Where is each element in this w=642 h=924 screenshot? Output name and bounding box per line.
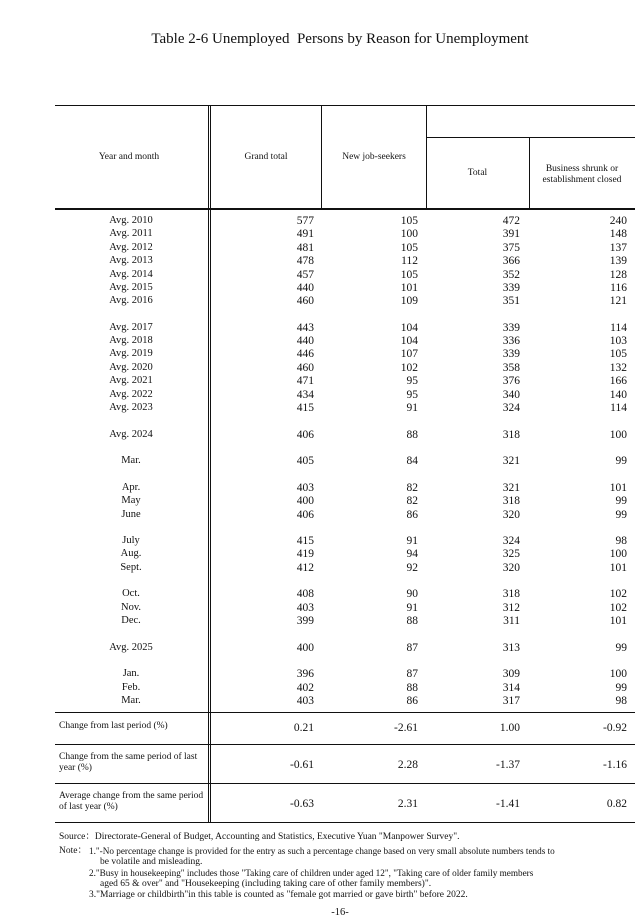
table-cell: 406 bbox=[296, 509, 314, 521]
row-label: Avg. 2021 bbox=[109, 375, 153, 386]
table-cell: 132 bbox=[609, 362, 627, 374]
table-cell: 318 bbox=[502, 495, 520, 507]
summary-cell: 2.28 bbox=[397, 759, 418, 771]
table-cell: 94 bbox=[406, 548, 418, 560]
table-cell: 399 bbox=[296, 615, 314, 627]
table-cell: 82 bbox=[406, 495, 418, 507]
table-cell: 400 bbox=[296, 495, 314, 507]
table-cell: 107 bbox=[400, 348, 418, 360]
table-cell: 460 bbox=[296, 295, 314, 307]
table-cell: 88 bbox=[406, 429, 418, 441]
table-cell: 320 bbox=[502, 509, 520, 521]
note-2a: 2."Busy in housekeeping" includes those "Taking care of children under aged 12", "Taking care of older family members bbox=[89, 868, 534, 878]
table-cell: 104 bbox=[400, 322, 418, 334]
table-cell: 148 bbox=[609, 228, 627, 240]
note-1a: 1."-No percentage change is provided for the entry as such a percentage change based on very small absolute numbers tends to bbox=[89, 846, 555, 856]
col-divider-1b bbox=[210, 105, 211, 822]
row-label: Jan. bbox=[122, 668, 140, 679]
table-cell: 324 bbox=[502, 535, 520, 547]
table-cell: 408 bbox=[296, 588, 314, 600]
summary-label: Average change from the same period of last year (%) bbox=[59, 791, 204, 812]
table-bottom-rule bbox=[55, 822, 635, 823]
table-cell: 91 bbox=[406, 535, 418, 547]
table-cell: 358 bbox=[502, 362, 520, 374]
table-cell: 100 bbox=[400, 228, 418, 240]
table-cell: 112 bbox=[401, 255, 418, 267]
col-divider-4 bbox=[529, 137, 530, 209]
row-label: Avg. 2018 bbox=[109, 335, 153, 346]
table-cell: 86 bbox=[406, 509, 418, 521]
table-cell: 103 bbox=[609, 335, 627, 347]
summary-cell: 0.21 bbox=[293, 722, 314, 734]
summary-label: Change from last period (%) bbox=[59, 721, 168, 731]
table-cell: 403 bbox=[296, 602, 314, 614]
table-cell: 312 bbox=[502, 602, 520, 614]
table-cell: 104 bbox=[400, 335, 418, 347]
table-cell: 99 bbox=[615, 642, 627, 654]
table-cell: 91 bbox=[406, 402, 418, 414]
table-cell: 324 bbox=[502, 402, 520, 414]
table-cell: 314 bbox=[502, 682, 520, 694]
header-business-shrunk: Business shrunk or establishment closed bbox=[542, 164, 622, 185]
table-cell: 339 bbox=[502, 282, 520, 294]
table-cell: 100 bbox=[609, 429, 627, 441]
row-label: Apr. bbox=[121, 482, 141, 493]
table-cell: 109 bbox=[400, 295, 418, 307]
table-cell: 376 bbox=[502, 375, 520, 387]
row-label: Avg. 2023 bbox=[109, 402, 153, 413]
row-label: Sept. bbox=[120, 562, 142, 573]
row-label: Avg. 2019 bbox=[109, 348, 153, 359]
table-cell: 88 bbox=[406, 682, 418, 694]
table-cell: 90 bbox=[406, 588, 418, 600]
row-label: Dec. bbox=[121, 615, 141, 626]
note-1b: be volatile and misleading. bbox=[100, 857, 203, 867]
table-cell: 340 bbox=[502, 389, 520, 401]
summary-cell: -0.63 bbox=[290, 798, 314, 810]
table-cell: 375 bbox=[502, 242, 520, 254]
table-cell: 98 bbox=[615, 535, 627, 547]
summary-cell: -1.41 bbox=[496, 798, 520, 810]
row-label: Avg. 2020 bbox=[109, 362, 153, 373]
table-cell: 100 bbox=[609, 668, 627, 680]
table-cell: 320 bbox=[502, 562, 520, 574]
table-cell: 101 bbox=[609, 562, 627, 574]
table-cell: 406 bbox=[296, 429, 314, 441]
table-cell: 440 bbox=[296, 282, 314, 294]
summary-rule-1 bbox=[55, 744, 635, 745]
table-cell: 116 bbox=[610, 282, 627, 294]
table-cell: 137 bbox=[609, 242, 627, 254]
table-cell: 321 bbox=[502, 455, 520, 467]
header-total: Total bbox=[467, 168, 488, 178]
note-2b: aged 65 & over" and "Housekeeping (including taking care of other family members)". bbox=[100, 879, 432, 889]
table-cell: 121 bbox=[609, 295, 627, 307]
table-cell: 86 bbox=[406, 695, 418, 707]
table-cell: 128 bbox=[609, 269, 627, 281]
table-cell: 95 bbox=[406, 389, 418, 401]
col-divider-3 bbox=[426, 105, 427, 209]
note-label: Note： bbox=[59, 846, 87, 856]
table-cell: 351 bbox=[502, 295, 520, 307]
row-label: Mar. bbox=[121, 455, 141, 466]
table-cell: 460 bbox=[296, 362, 314, 374]
table-cell: 102 bbox=[609, 588, 627, 600]
table-cell: 352 bbox=[502, 269, 520, 281]
table-cell: 318 bbox=[502, 429, 520, 441]
table-cell: 457 bbox=[296, 269, 314, 281]
table-cell: 105 bbox=[400, 242, 418, 254]
table-cell: 339 bbox=[502, 322, 520, 334]
table-cell: 99 bbox=[615, 455, 627, 467]
summary-cell: -2.61 bbox=[394, 722, 418, 734]
table-cell: 481 bbox=[296, 242, 314, 254]
table-cell: 313 bbox=[502, 642, 520, 654]
body-bottom-rule bbox=[55, 712, 635, 713]
table-cell: 415 bbox=[296, 535, 314, 547]
col-divider-1 bbox=[208, 105, 209, 822]
row-label: May bbox=[121, 495, 141, 506]
table-cell: 309 bbox=[502, 668, 520, 680]
row-label: Avg. 2017 bbox=[109, 322, 153, 333]
table-cell: 443 bbox=[296, 322, 314, 334]
row-label: Avg. 2013 bbox=[109, 255, 153, 266]
header-bottom-rule bbox=[55, 208, 635, 210]
table-cell: 114 bbox=[610, 402, 627, 414]
table-cell: 114 bbox=[610, 322, 627, 334]
table-cell: 440 bbox=[296, 335, 314, 347]
table-cell: 412 bbox=[296, 562, 314, 574]
row-label: Avg. 2010 bbox=[109, 215, 153, 226]
row-label: Nov. bbox=[120, 602, 142, 613]
summary-cell: 0.82 bbox=[606, 798, 627, 810]
table-cell: 91 bbox=[406, 602, 418, 614]
row-label: Avg. 2024 bbox=[109, 429, 153, 440]
summary-rule-2 bbox=[55, 783, 635, 784]
table-cell: 140 bbox=[609, 389, 627, 401]
table-cell: 82 bbox=[406, 482, 418, 494]
table-cell: 419 bbox=[296, 548, 314, 560]
table-cell: 478 bbox=[296, 255, 314, 267]
table-cell: 471 bbox=[296, 375, 314, 387]
table-cell: 100 bbox=[609, 548, 627, 560]
table-cell: 446 bbox=[296, 348, 314, 360]
table-cell: 403 bbox=[296, 482, 314, 494]
row-label: Aug. bbox=[120, 548, 142, 559]
table-cell: 101 bbox=[609, 615, 627, 627]
summary-label: Change from the same period of last year (%) bbox=[59, 752, 198, 773]
table-cell: 98 bbox=[615, 695, 627, 707]
summary-cell: -1.37 bbox=[496, 759, 520, 771]
table-cell: 415 bbox=[296, 402, 314, 414]
table-cell: 99 bbox=[615, 495, 627, 507]
source-note: Source：Directorate-General of Budget, Accounting and Statistics, Executive Yuan "Manpower Survey". bbox=[59, 832, 460, 842]
row-label: Avg. 2016 bbox=[109, 295, 153, 306]
table-cell: 99 bbox=[615, 509, 627, 521]
table-cell: 472 bbox=[502, 215, 520, 227]
table-cell: 577 bbox=[296, 215, 314, 227]
row-label: Oct. bbox=[122, 588, 140, 599]
table-cell: 105 bbox=[609, 348, 627, 360]
table-cell: 336 bbox=[502, 335, 520, 347]
page-title: Table 2-6 Unemployed Persons by Reason for Unemployment bbox=[151, 31, 529, 47]
table-cell: 403 bbox=[296, 695, 314, 707]
col-divider-2 bbox=[321, 105, 322, 209]
header-year-month: Year and month bbox=[98, 152, 160, 162]
row-label: Avg. 2015 bbox=[109, 282, 153, 293]
note-3: 3."Marriage or childbirth"in this table is counted as "female got married or gave birth" before 2022. bbox=[89, 890, 468, 900]
row-label: July bbox=[122, 535, 140, 546]
summary-cell: -0.61 bbox=[290, 759, 314, 771]
table-cell: 366 bbox=[502, 255, 520, 267]
table-cell: 339 bbox=[502, 348, 520, 360]
table-cell: 166 bbox=[609, 375, 627, 387]
table-cell: 87 bbox=[406, 668, 418, 680]
summary-cell: 1.00 bbox=[499, 722, 520, 734]
subheader-rule bbox=[426, 137, 635, 138]
table-cell: 87 bbox=[406, 642, 418, 654]
table-cell: 321 bbox=[502, 482, 520, 494]
header-new-job-seekers: New job-seekers bbox=[342, 152, 406, 162]
summary-cell: -1.16 bbox=[603, 759, 627, 771]
table-cell: 101 bbox=[609, 482, 627, 494]
table-cell: 102 bbox=[400, 362, 418, 374]
table-cell: 92 bbox=[406, 562, 418, 574]
table-cell: 101 bbox=[400, 282, 418, 294]
table-cell: 325 bbox=[502, 548, 520, 560]
table-cell: 105 bbox=[400, 269, 418, 281]
row-label: Avg. 2012 bbox=[109, 242, 153, 253]
table-cell: 434 bbox=[296, 389, 314, 401]
table-cell: 105 bbox=[400, 215, 418, 227]
table-top-rule bbox=[55, 105, 635, 106]
header-grand-total: Grand total bbox=[244, 152, 288, 162]
table-cell: 402 bbox=[296, 682, 314, 694]
table-cell: 240 bbox=[609, 215, 627, 227]
summary-cell: 2.31 bbox=[397, 798, 418, 810]
row-label: Feb. bbox=[121, 682, 141, 693]
table-cell: 400 bbox=[296, 642, 314, 654]
row-label: Mar. bbox=[121, 695, 141, 706]
table-cell: 396 bbox=[296, 668, 314, 680]
table-cell: 318 bbox=[502, 588, 520, 600]
row-label: Avg. 2011 bbox=[109, 228, 153, 239]
row-label: Avg. 2025 bbox=[109, 642, 153, 653]
table-cell: 88 bbox=[406, 615, 418, 627]
table-cell: 99 bbox=[615, 682, 627, 694]
page-number: -16- bbox=[331, 907, 349, 918]
table-cell: 405 bbox=[296, 455, 314, 467]
row-label: Avg. 2022 bbox=[109, 389, 153, 400]
table-cell: 102 bbox=[609, 602, 627, 614]
table-cell: 317 bbox=[502, 695, 520, 707]
row-label: Avg. 2014 bbox=[109, 269, 153, 280]
table-cell: 391 bbox=[502, 228, 520, 240]
row-label: June bbox=[121, 509, 141, 520]
summary-cell: -0.92 bbox=[603, 722, 627, 734]
table-cell: 139 bbox=[609, 255, 627, 267]
table-cell: 311 bbox=[503, 615, 520, 627]
table-cell: 84 bbox=[406, 455, 418, 467]
table-cell: 491 bbox=[296, 228, 314, 240]
table-cell: 95 bbox=[406, 375, 418, 387]
